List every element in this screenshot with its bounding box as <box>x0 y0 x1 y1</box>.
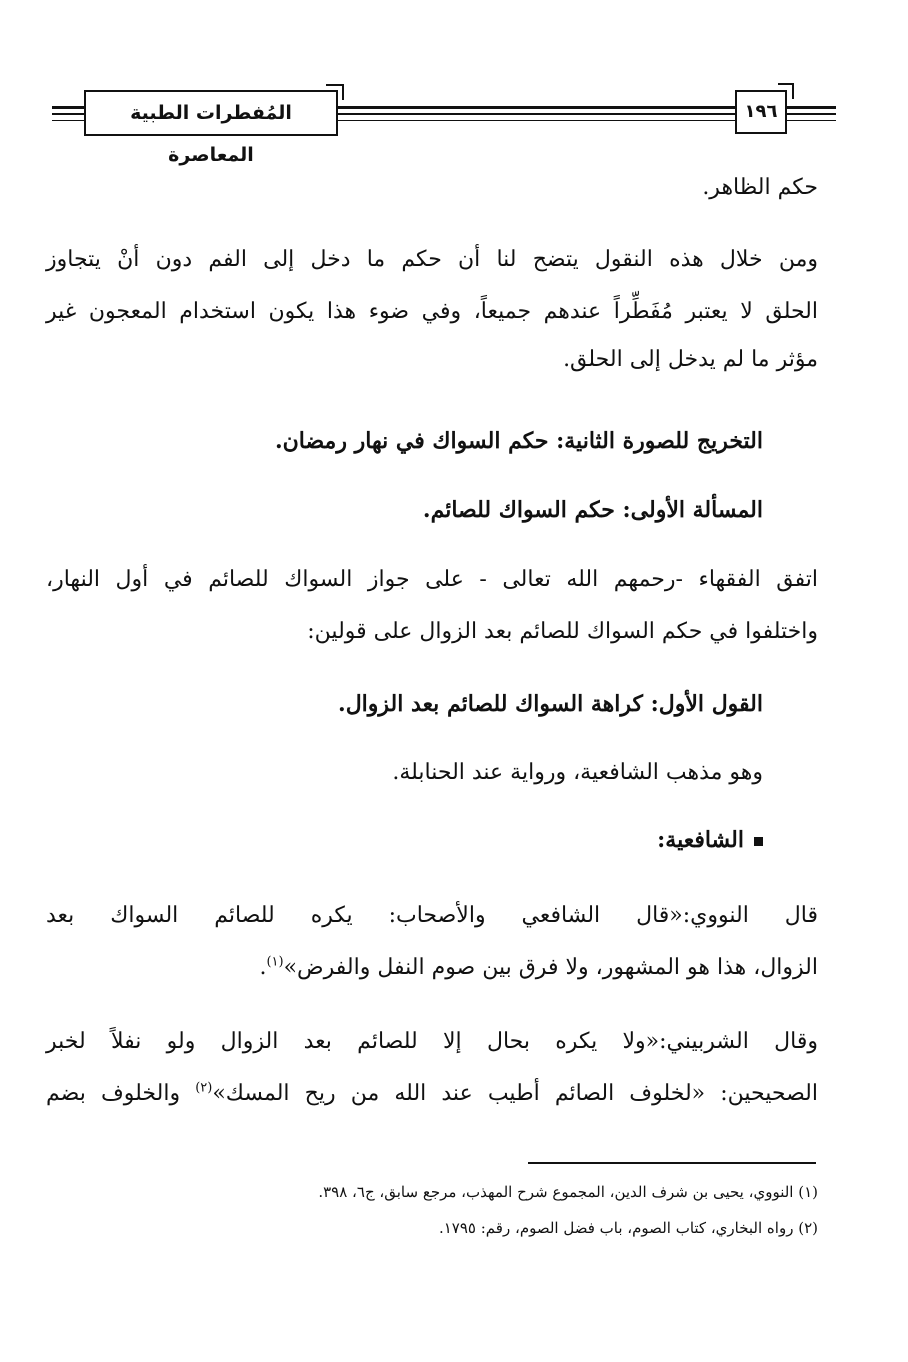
running-title: المُفطرات الطبية المعاصرة <box>84 90 338 136</box>
hadith-text: الصحيحين: «لخلوف الصائم أطيب عند الله من ريح المسك» <box>212 1081 818 1106</box>
bullet-heading <box>657 824 763 856</box>
footnote-separator <box>528 1162 816 1164</box>
paragraph-line: وقال الشربيني:«ولا يكره بحال إلا للصائم بعد الزوال ولو نفلاً لخبر <box>46 1029 818 1054</box>
paragraph-line: واختلفوا في حكم السواك للصائم بعد الزوال على قولين: <box>307 619 818 644</box>
footnote-ref: (١) <box>266 954 284 970</box>
paragraph-line: حكم الظاهر. <box>702 175 818 200</box>
paragraph-line: ومن خلال هذه النقول يتضح لنا أن حكم ما دخل إلى الفم دون أنْ يتجاوز <box>46 247 818 272</box>
footnote: (٢) رواه البخاري، كتاب الصوم، باب فضل الصوم، رقم: ١٧٩٥. <box>438 1219 818 1237</box>
paragraph-line <box>46 1078 818 1110</box>
paragraph-line <box>259 952 818 984</box>
section-heading: المسألة الأولى: حكم السواك للصائم. <box>422 497 763 523</box>
continuation-text: والخلوف بضم <box>46 1081 196 1106</box>
paragraph-line: وهو مذهب الشافعية، ورواية عند الحنابلة. <box>392 760 763 785</box>
page-number: ١٩٦ <box>735 90 787 134</box>
punctuation: . <box>259 955 267 980</box>
square-bullet-icon <box>754 837 763 846</box>
paragraph-line: الحلق لا يعتبر مُفَطِّراً عندهم جميعاً، وفي ضوء هذا يكون استخدام المعجون غير <box>46 299 818 324</box>
paragraph-line: اتفق الفقهاء -رحمهم الله تعالى - على جواز السواك للصائم في أول النهار، <box>46 567 818 592</box>
paragraph-line: مؤثر ما لم يدخل إلى الحلق. <box>563 347 818 372</box>
section-heading: التخريج للصورة الثانية: حكم السواك في نهار رمضان. <box>274 428 763 454</box>
section-heading: القول الأول: كراهة السواك للصائم بعد الزوال. <box>338 691 763 717</box>
quote-text: الزوال، هذا هو المشهور، ولا فرق بين صوم النفل والفرض» <box>283 955 818 980</box>
bullet-heading-label: الشافعية: <box>657 827 744 853</box>
paragraph-line: قال النووي:«قال الشافعي والأصحاب: يكره للصائم السواك بعد <box>46 903 818 928</box>
footnote-ref: (٢) <box>195 1080 213 1096</box>
footnote: (١) النووي، يحيى بن شرف الدين، المجموع شرح المهذب، مرجع سابق، ج٦، ٣٩٨. <box>318 1183 818 1201</box>
